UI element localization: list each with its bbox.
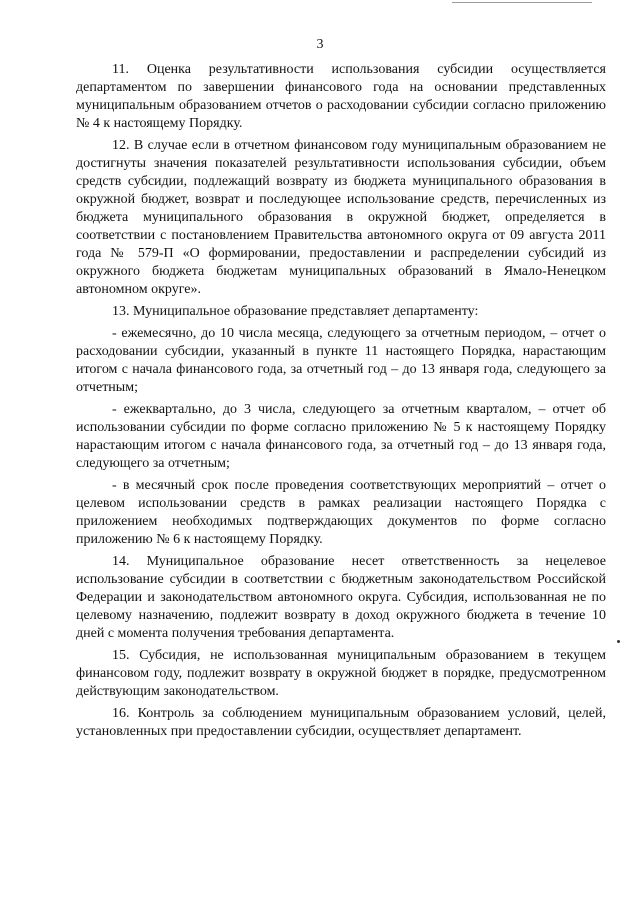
paragraph-14: 14. Муниципальное образование несет ответственность за нецелевое использование субсидии в соответствии с бюджетным законодательством Российской Федерации и законодательством автономного округа. Субсидия, использованная не по целевому назначению, подлежит возврату в доход окружного бюджета в течение 10 дней с момента получения требования департамента.	[76, 554, 606, 641]
list-item-monthly: - ежемесячно, до 10 числа месяца, следующего за отчетным периодом, – отчет о расходовании субсидии, указанный в пункте 11 настоящего Порядка, нарастающим итогом с начала финансового года, за отчетный год – до 13 января года, следующего за отчетным;	[76, 326, 606, 395]
paragraph-15: 15. Субсидия, не использованная муниципальным образованием в текущем финансовом году, подлежит возврату в окружной бюджет в порядке, предусмотренном действующим законодательством.	[76, 648, 606, 699]
paragraph-16: 16. Контроль за соблюдением муниципальным образованием условий, целей, установленных при предоставлении субсидии, осуществляет департамент.	[76, 706, 606, 739]
page-number: 3	[316, 37, 324, 52]
document-body	[76, 61, 606, 745]
scan-speck	[617, 640, 620, 643]
paragraph-11: 11. Оценка результативности использования субсидии осуществляется департаментом по завершении финансового года на основании представленных муниципальным образованием отчетов о расходовании субсидии согласно приложению № 4 к настоящему Порядку.	[76, 62, 606, 131]
list-item-quarterly: - ежеквартально, до 3 числа, следующего за отчетным кварталом, – отчет об использовании субсидии по форме согласно приложению № 5 к настоящему Порядку нарастающим итогом с начала финансового года, за отчетный год – до 13 января года, следующего за отчетным;	[76, 402, 606, 471]
paragraph-12: 12. В случае если в отчетном финансовом году муниципальным образованием не достигнуты значения показателей результативности использования субсидии, объем средств субсидии, подлежащий возврату из бюджета муниципального образования в окружной бюджет, возврат и последующее использование средств, перечисленных из бюджета муниципального образования в окружной бюджет, определяется в соответствии с постановлением Правительства автономного округа от 09 августа 2011 года № 579-П «О формировании, предоставлении и распределении субсидий из окружного бюджета бюджетам муниципальных образований в Ямало-Ненецком автономном округе».	[76, 138, 606, 297]
list-item-event: - в месячный срок после проведения соответствующих мероприятий – отчет о целевом использовании средств в рамках реализации настоящего Порядка с приложением необходимых подтверждающих документов по форме согласно приложению № 6 к настоящему Порядку.	[76, 478, 606, 547]
paragraph-13: 13. Муниципальное образование представляет департаменту:	[112, 304, 479, 319]
top-rule	[452, 2, 592, 3]
